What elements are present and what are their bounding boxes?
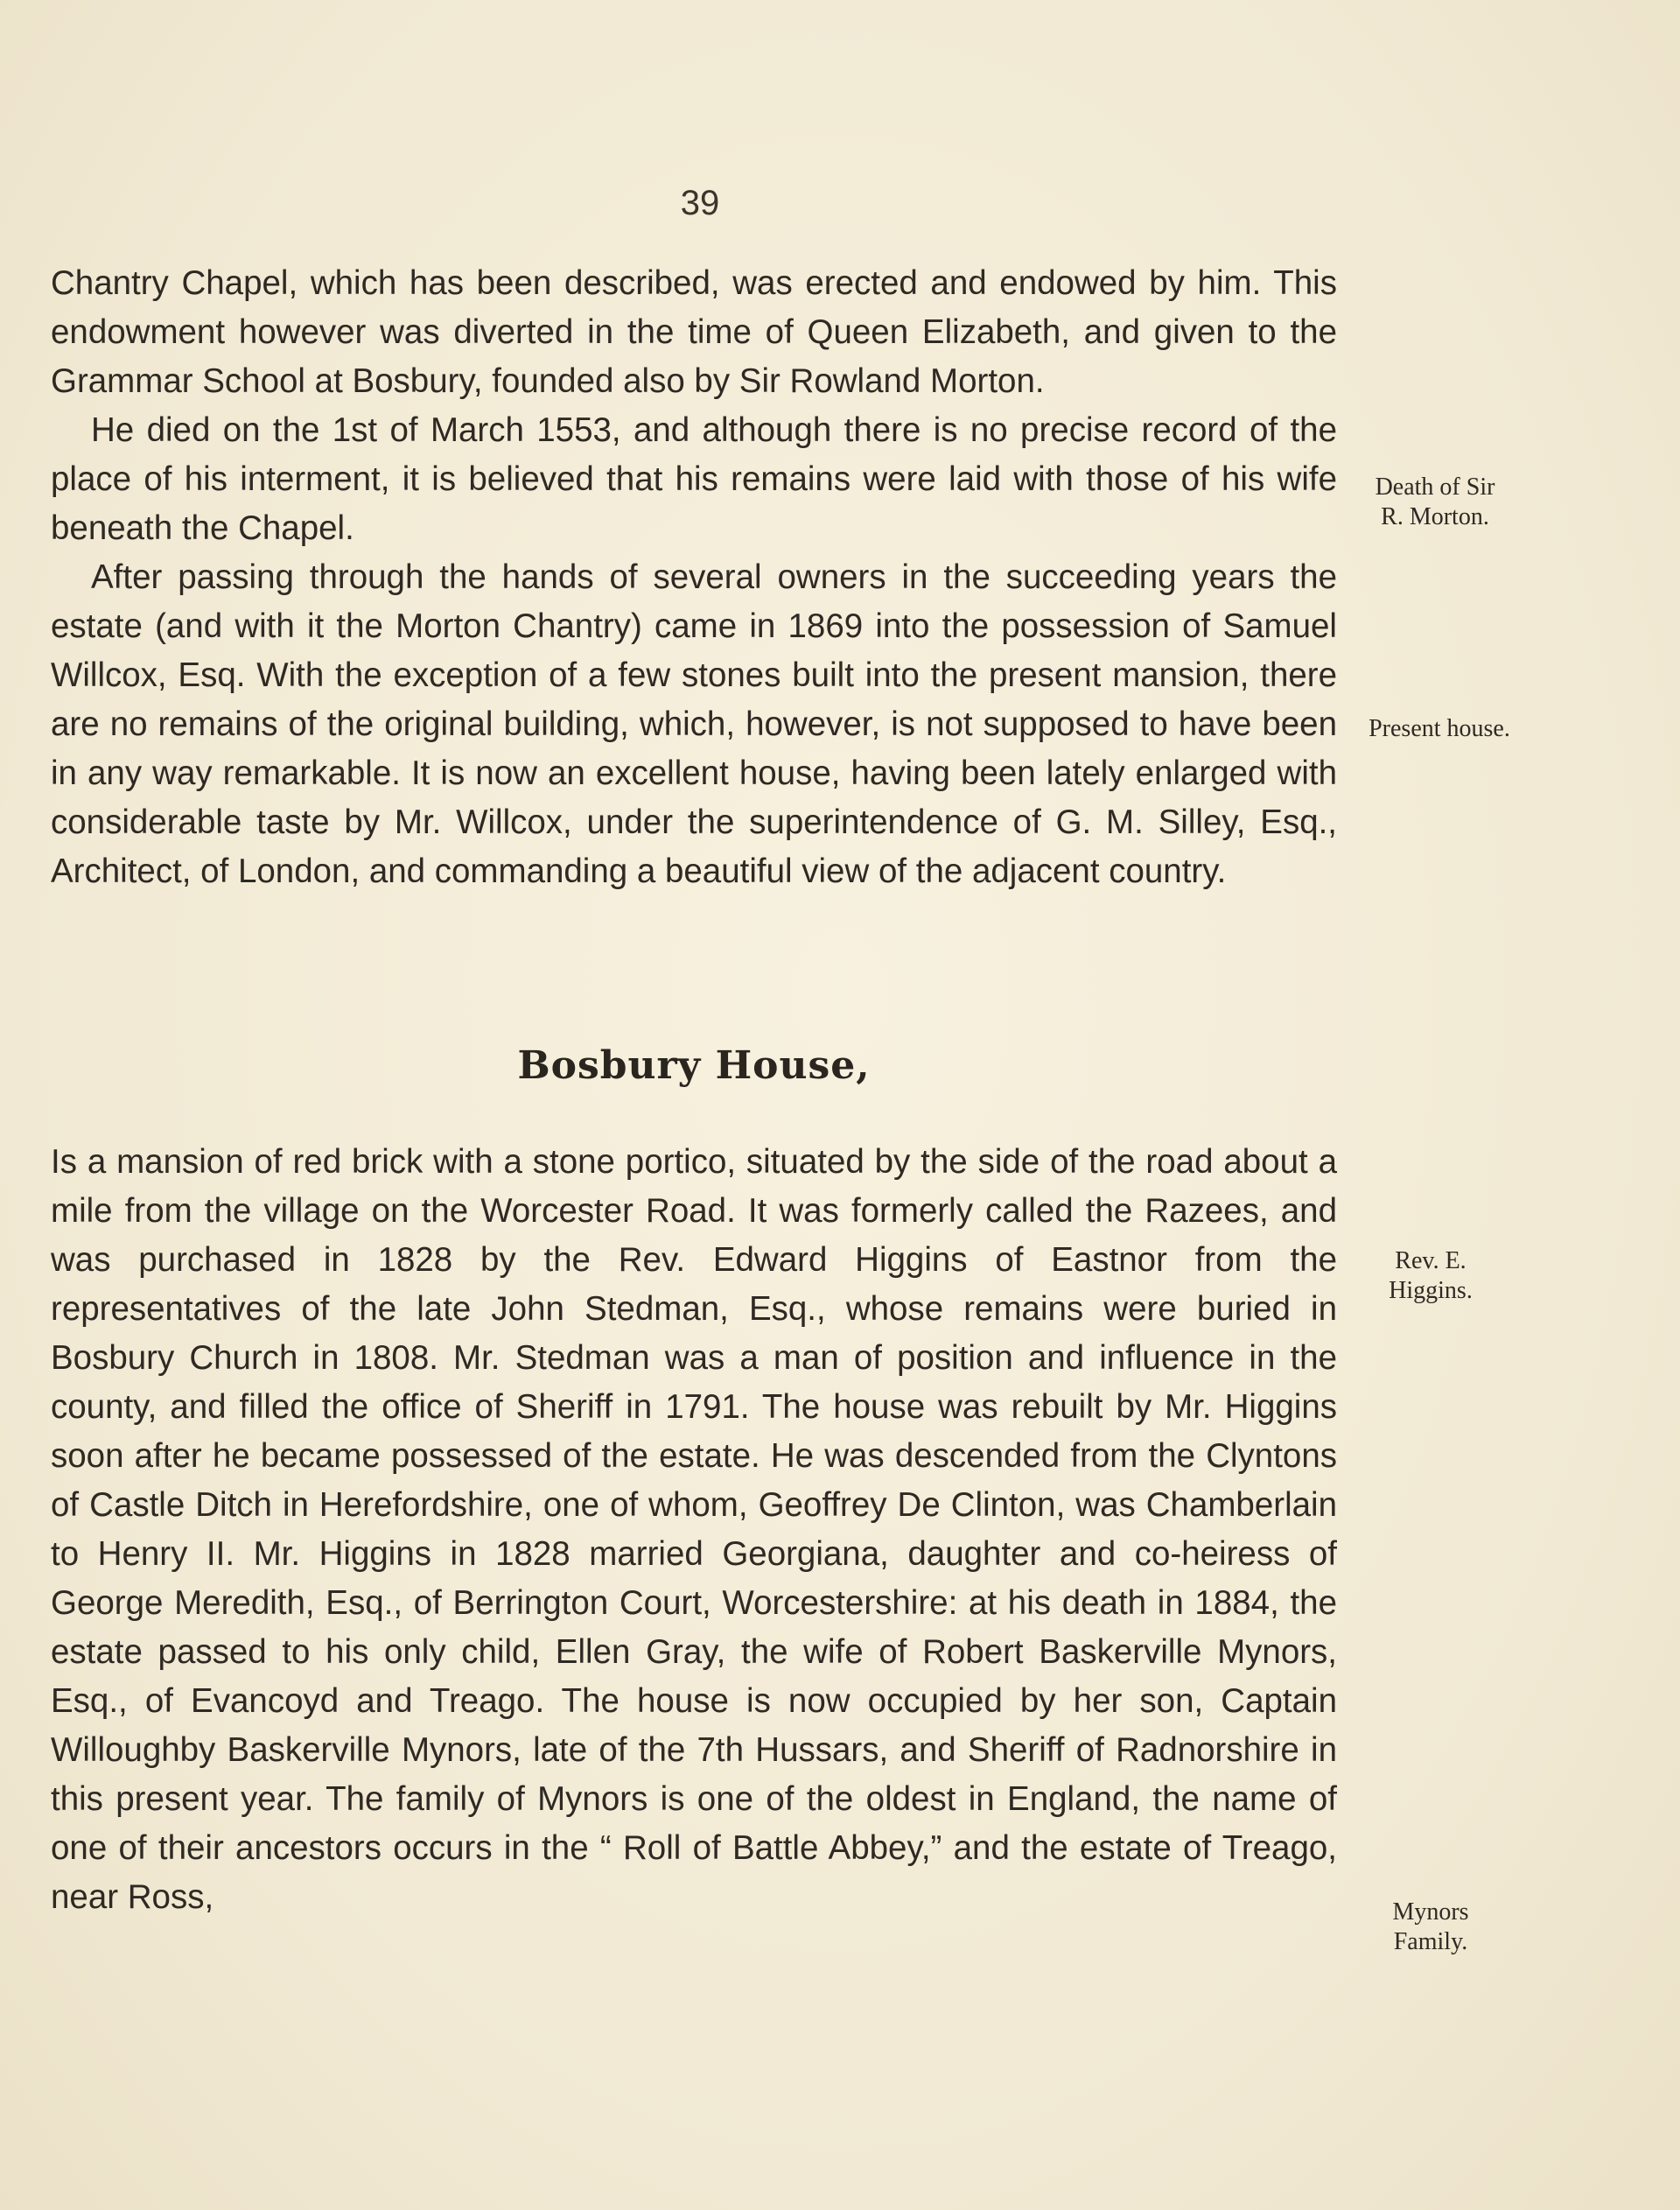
- margin-note-line: Higgins.: [1389, 1277, 1473, 1304]
- paragraph-estate: After passing through the hands of several owners in the succeeding years the estate (and with it the Morton Chantry) came in 1869 into the possession of Samuel Willcox, Esq. With the exception of a few stones built into the present mansion, there are no remains of the original building, which, however, is not supposed to have been in any way remarkable. It is now an excellent house, having been lately enlarged with considerable taste by Mr. Willcox, under the superintendence of G. M. Silley, Esq., Architect, of London, and commanding a beautiful view of the adjacent country.: [51, 558, 1337, 890]
- text-section-bosbury-house: [51, 1138, 1337, 1922]
- paragraph-death: He died on the 1st of March 1553, and although there is no precise record of the place of his interment, it is believed that his remains were laid with those of his wife beneath the Chapel.: [51, 411, 1337, 547]
- margin-note-line: Death of Sir: [1375, 474, 1495, 501]
- paragraph-chantry: Chantry Chapel, which has been described, was erected and endowed by him. This endowment however was diverted in the time of Queen Elizabeth, and given to the Grammar School at Bosbury, founded also by Sir Rowland Morton.: [51, 264, 1337, 400]
- margin-note-line: Family.: [1393, 1928, 1468, 1955]
- margin-note-line: Rev. E.: [1395, 1247, 1466, 1274]
- paragraph-bosbury-house: Is a mansion of red brick with a stone portico, situated by the side of the road about a mile from the village on the Worcester Road. It was formerly called the Razees, and was purchased in 1828 by the Rev. Edward Higgins of Eastnor from the representatives of the late John Stedman, Esq., whose remains were buried in Bosbury Church in 1808. Mr. Stedman was a man of position and influence in the county, and filled the office of Sheriff in 1791. The house was rebuilt by Mr. Higgins soon after he became possessed of the estate. He was descended from the Clyntons of Castle Ditch in Herefordshire, one of whom, Geoffrey De Clinton, was Chamberlain to Henry II. Mr. Higgins in 1828 married Georgiana, daughter and co-heiress of George Meredith, Esq., of Berrington Court, Worcestershire: at his death in 1884, the estate passed to his only child, Ellen Gray, the wife of Robert Baskerville Mynors, Esq., of Evancoyd and Treago. The house is now occupied by her son, Captain Willoughby Baskerville Mynors, late of the 7th Hussars, and Sheriff of Radnorshire in this present year. The family of Mynors is one of the oldest in England, the name of one of their ancestors occurs in the “ Roll of Battle Abbey,” and the estate of Treago, near Ross,: [51, 1143, 1337, 1916]
- margin-note-line: Present house.: [1368, 715, 1510, 742]
- margin-note-line: Mynors: [1392, 1898, 1469, 1926]
- margin-note-death-of-sir-r-morton: [1352, 473, 1518, 532]
- section-heading: Bosbury House,: [517, 1043, 871, 1088]
- margin-note-present-house: [1348, 714, 1531, 744]
- margin-note-line: R. Morton.: [1381, 503, 1489, 530]
- margin-note-rev-e-higgins: [1365, 1246, 1496, 1306]
- margin-note-mynors-family: [1365, 1898, 1496, 1957]
- text-section-morton: [51, 259, 1337, 896]
- page-number: 39: [680, 184, 720, 222]
